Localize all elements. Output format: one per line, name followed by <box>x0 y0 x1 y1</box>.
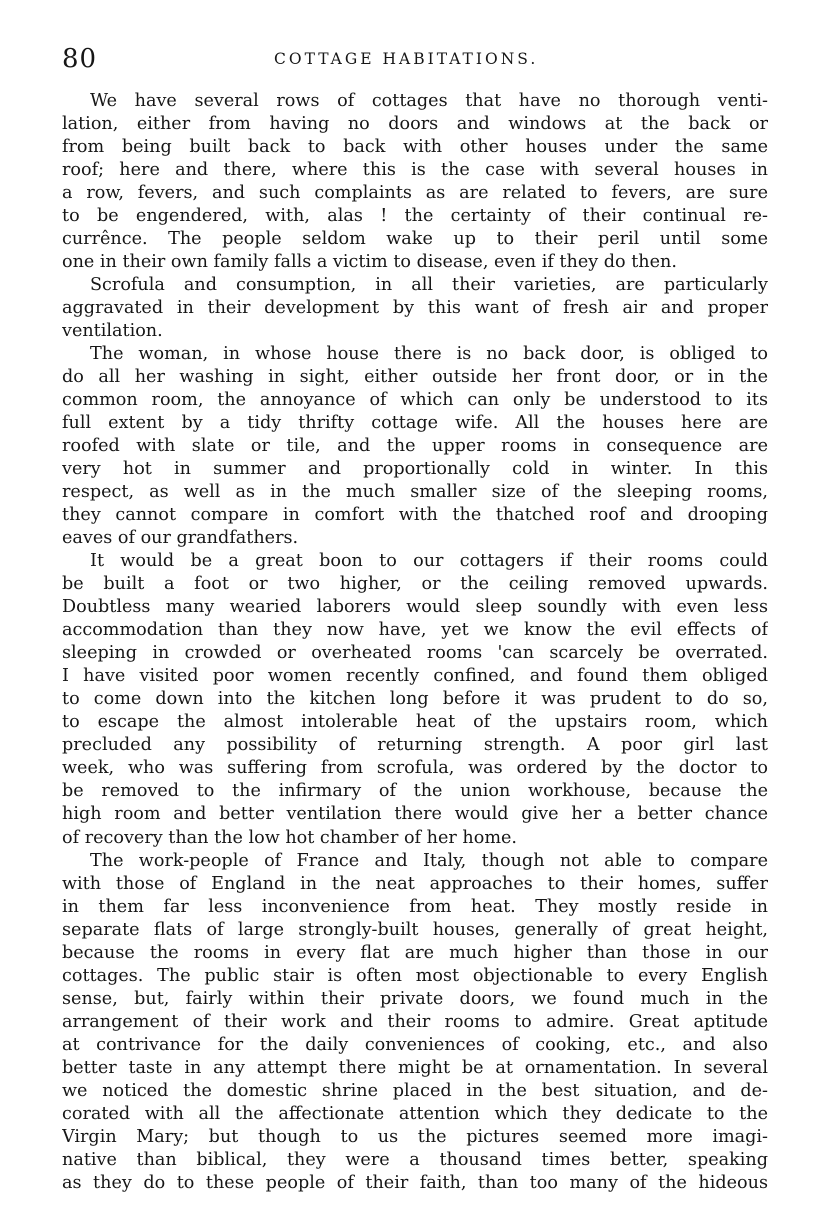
text-line: to escape the almost intolerable heat of the upstairs room, which <box>62 712 768 733</box>
text-line: we noticed the domestic shrine placed in the best situation, and de- <box>62 1080 768 1101</box>
text-line: a row, fevers, and such complaints as are related to fevers, are sure <box>62 183 768 204</box>
text-line: from being built back to back with other houses under the same <box>62 137 768 158</box>
text-line: precluded any possibility of returning strength. A poor girl last <box>62 735 768 756</box>
text-line: ventilation. <box>62 321 163 342</box>
text-line: one in their own family falls a victim to disease, even if they do then. <box>62 252 677 273</box>
text-line: separate flats of large strongly-built houses, generally of great height, <box>62 919 768 940</box>
text-line: currênce. The people seldom wake up to their peril until some <box>62 229 768 250</box>
text-line: at contrivance for the daily conveniences of cooking, etc., and also <box>62 1034 768 1055</box>
text-line: better taste in any attempt there might be at ornamentation. In several <box>62 1057 768 1078</box>
text-line: We have several rows of cottages that have no thorough venti- <box>90 91 768 111</box>
text-line: cottages. The public stair is often most objectionable to every English <box>62 965 768 986</box>
text-line: Scrofula and consumption, in all their varieties, are particularly <box>90 275 768 296</box>
text-line: The woman, in whose house there is no back door, is obliged to <box>90 344 768 365</box>
text-line: respect, as well as in the much smaller size of the sleeping rooms, <box>62 482 768 503</box>
text-line: Doubtless many wearied laborers would sleep soundly with even less <box>62 597 768 618</box>
text-line: week, who was suffering from scrofula, was ordered by the doctor to <box>62 758 768 779</box>
text-line: common room, the annoyance of which can only be understood to its <box>62 390 768 411</box>
page-number: 80 <box>62 44 98 74</box>
text-line: I have visited poor women recently confined, and found them obliged <box>62 666 768 687</box>
text-line: lation, either from having no doors and windows at the back or <box>62 114 768 135</box>
text-line: corated with all the affectionate attention which they dedicate to the <box>62 1103 768 1124</box>
text-line: be built a foot or two higher, or the ceiling removed upwards. <box>62 574 768 595</box>
text-line: because the rooms in every flat are much higher than those in our <box>62 942 768 963</box>
text-line: It would be a great boon to our cottagers if their rooms could <box>90 551 768 572</box>
text-line: roof; here and there, where this is the case with several houses in <box>62 160 768 181</box>
text-line: do all her washing in sight, either outside her front door, or in the <box>62 367 768 388</box>
text-line: in them far less inconvenience from heat. They mostly reside in <box>62 896 768 917</box>
text-line: high room and better ventilation there would give her a better chance <box>62 804 768 825</box>
text-line: aggravated in their development by this want of fresh air and proper <box>62 298 768 319</box>
text-line: roofed with slate or tile, and the upper rooms in consequence are <box>62 436 768 457</box>
text-line: to be engendered, with, alas ! the certainty of their continual re- <box>62 206 768 227</box>
text-line: they cannot compare in comfort with the thatched roof and drooping <box>62 505 768 526</box>
text-line: Virgin Mary; but though to us the pictures seemed more imagi- <box>62 1126 768 1147</box>
text-line: very hot in summer and proportionally cold in winter. In this <box>62 459 768 480</box>
text-line: of recovery than the low hot chamber of her home. <box>62 827 518 848</box>
text-line: arrangement of their work and their rooms to admire. Great aptitude <box>62 1011 768 1032</box>
text-line: with those of England in the neat approaches to their homes, suffer <box>62 873 768 894</box>
text-line: accommodation than they now have, yet we know the evil effects of <box>62 620 768 641</box>
text-line: full extent by a tidy thrifty cottage wife. All the houses here are <box>62 413 768 434</box>
text-line: The work-people of France and Italy, though not able to compare <box>90 850 768 871</box>
text-line: sleeping in crowded or overheated rooms 'can scarcely be overrated. <box>62 643 768 664</box>
text-line: eaves of our grandfathers. <box>62 528 299 549</box>
text-line: be removed to the infirmary of the union workhouse, because the <box>62 781 768 802</box>
body-text <box>62 90 768 1195</box>
page-header <box>62 42 768 78</box>
text-line: sense, but, fairly within their private doors, we found much in the <box>62 988 768 1009</box>
text-line: native than biblical, they were a thousand times better, speaking <box>62 1149 768 1170</box>
running-title: COTTAGE HABITATIONS. <box>274 50 539 68</box>
text-line: as they do to these people of their faith, than too many of the hideous <box>62 1172 768 1193</box>
text-line: to come down into the kitchen long before it was prudent to do so, <box>62 689 768 710</box>
